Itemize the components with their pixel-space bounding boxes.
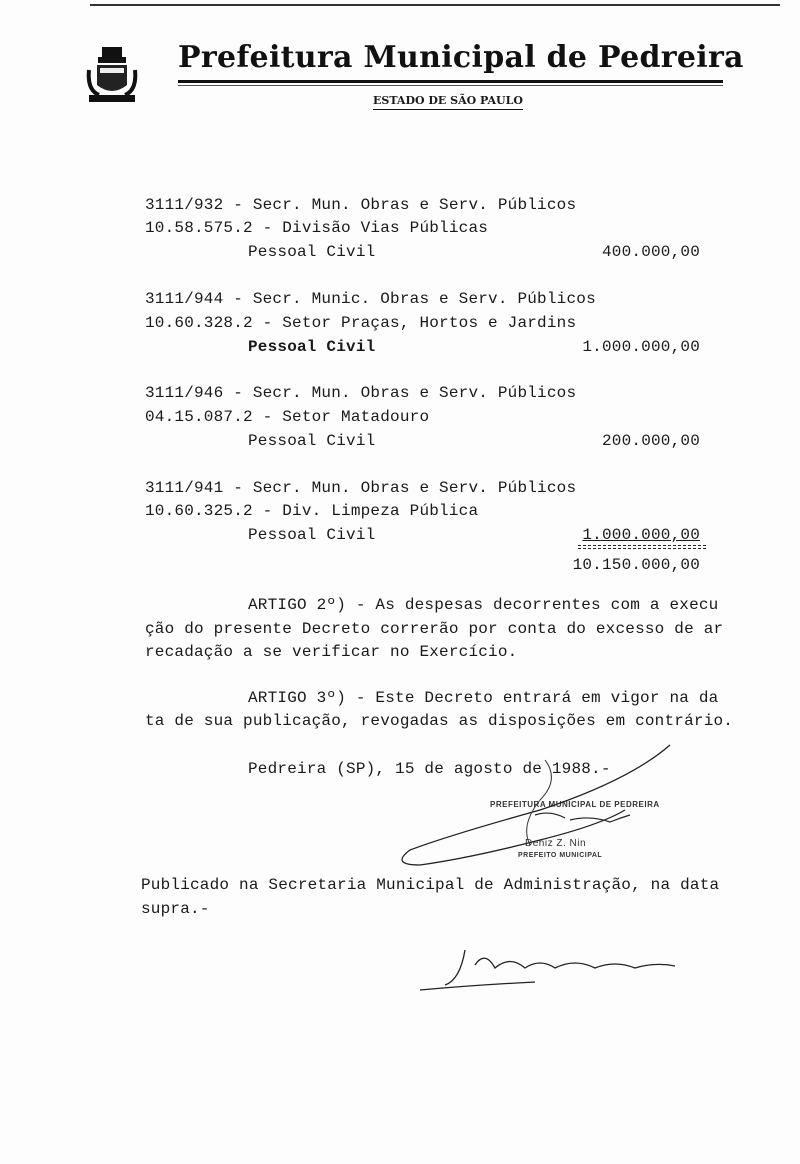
state-subtitle: ESTADO DE SÃO PAULO	[373, 94, 523, 110]
artigo2-line: ARTIGO 2º) - As despesas decorrentes com a execu	[248, 596, 719, 614]
published-line: supra.-	[141, 900, 210, 918]
date-line: Pedreira (SP), 15 de agosto de 1988.-	[248, 760, 611, 778]
stamp-org: PREFEITURA MUNICIPAL DE PEDREIRA	[490, 800, 660, 809]
artigo2-line: recadação a se verificar no Exercício.	[145, 643, 518, 661]
entry-amount: 1.000.000,00	[582, 526, 700, 544]
entry-label: Pessoal Civil	[248, 338, 376, 356]
double-underline	[578, 545, 706, 549]
entry-line1: 3111/944 - Secr. Munic. Obras e Serv. Públicos	[145, 290, 596, 308]
artigo3-line: ARTIGO 3º) - Este Decreto entrará em vigor na da	[248, 689, 719, 707]
entry-label: Pessoal Civil	[248, 243, 376, 261]
stamp-name: Deniz Z. Nin	[525, 838, 587, 849]
entry-label: Pessoal Civil	[248, 526, 376, 544]
entry-amount: 200.000,00	[601, 432, 700, 450]
entry-label: Pessoal Civil	[248, 432, 376, 450]
mayor-signature	[390, 740, 680, 880]
artigo3-line: ta de sua publicação, revogadas as disposições em contrário.	[145, 712, 734, 730]
entry-amount: 400.000,00	[601, 243, 700, 261]
entry-line1: 3111/941 - Secr. Mun. Obras e Serv. Públicos	[145, 479, 577, 497]
entry-line2: 10.60.328.2 - Setor Praças, Hortos e Jardins	[145, 314, 577, 332]
stamp-role: PREFEITO MUNICIPAL	[518, 852, 603, 859]
artigo2-line: ção do presente Decreto correrão por conta do excesso de ar	[145, 620, 724, 638]
entry-line2: 04.15.087.2 - Setor Matadouro	[145, 408, 430, 426]
entry-amount: 1.000.000,00	[582, 338, 700, 356]
published-line: Publicado na Secretaria Municipal de Administração, na data	[141, 876, 720, 894]
top-rule	[90, 4, 780, 6]
secretary-signature	[415, 940, 685, 995]
title-rule	[178, 80, 723, 83]
title-rule-thin	[178, 85, 723, 86]
coat-of-arms-icon	[85, 45, 139, 105]
entry-line2: 10.60.325.2 - Div. Limpeza Pública	[145, 502, 479, 520]
entry-line1: 3111/946 - Secr. Mun. Obras e Serv. Públicos	[145, 384, 577, 402]
entry-line2: 10.58.575.2 - Divisão Vias Públicas	[145, 219, 489, 237]
total-amount: 10.150.000,00	[572, 556, 700, 574]
entry-line1: 3111/932 - Secr. Mun. Obras e Serv. Públicos	[145, 196, 577, 214]
page-title: Prefeitura Municipal de Pedreira	[178, 40, 744, 75]
